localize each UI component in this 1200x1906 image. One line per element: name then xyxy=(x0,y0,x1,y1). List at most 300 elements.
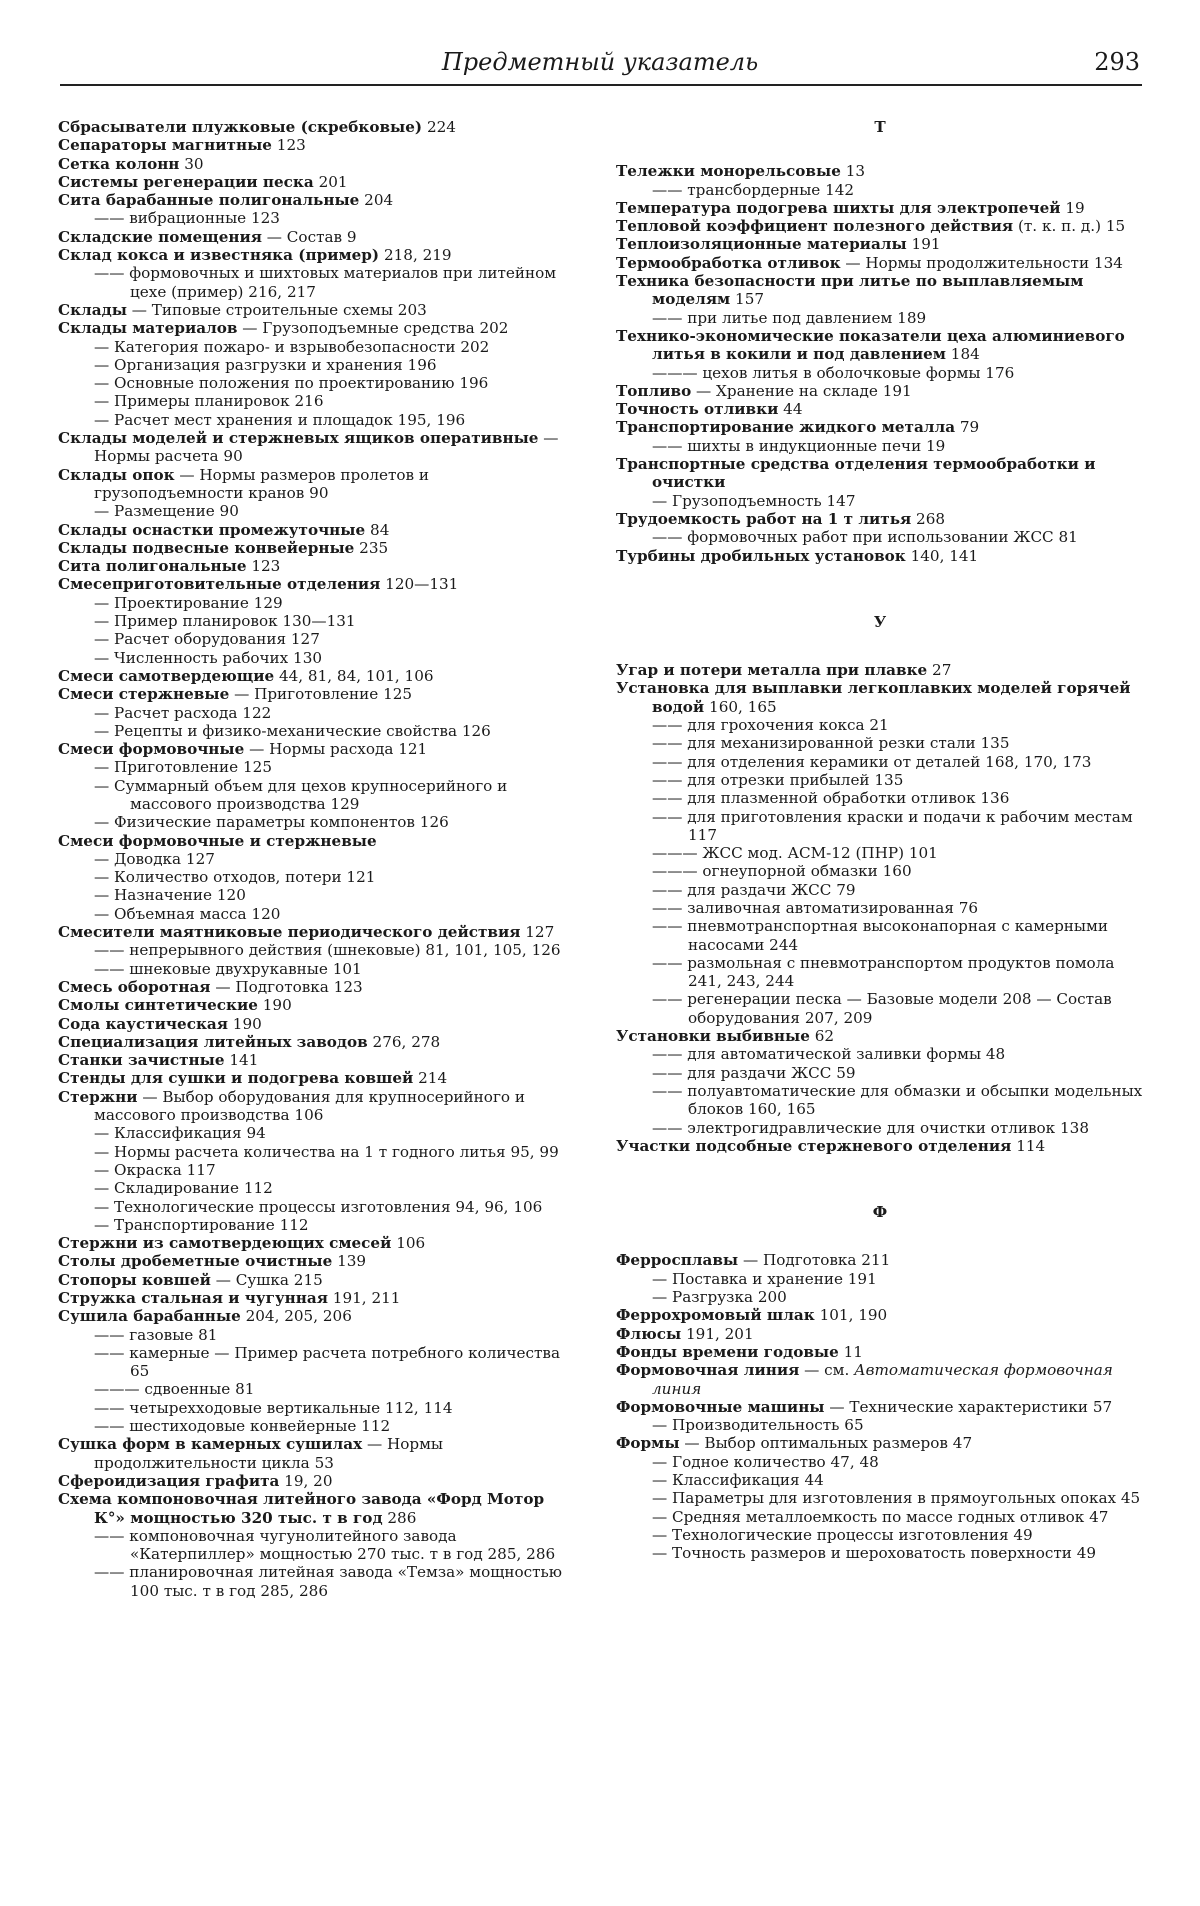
index-entry xyxy=(58,941,578,959)
index-entry xyxy=(58,1399,578,1417)
index-headword: Техника безопасности при литье по выплавляемым моделям xyxy=(616,272,1084,309)
index-entry xyxy=(616,789,1144,807)
index-headword: Смесители маятниковые периодического действия xyxy=(58,923,521,942)
index-locator: —— камерные — Пример расчета потребного количества 65 xyxy=(94,1343,561,1381)
index-locator: — Нормы расхода 121 xyxy=(244,740,428,759)
index-entry xyxy=(58,1033,578,1051)
index-headword: Фонды времени годовые xyxy=(616,1342,839,1361)
index-entry xyxy=(58,1088,578,1125)
index-locator: — Выбор оборудования для крупносерийного и массового производства 106 xyxy=(94,1087,525,1125)
index-locator: ——— сдвоенные 81 xyxy=(94,1380,255,1399)
index-locator: 276, 278 xyxy=(367,1032,441,1051)
index-locator: 184 xyxy=(945,345,980,364)
index-entry xyxy=(58,118,578,136)
index-headword: Участки подсобные стержневого отделения xyxy=(616,1136,1012,1155)
index-locator: — Расчет расхода 122 xyxy=(94,703,272,722)
index-entry xyxy=(616,1137,1144,1155)
index-entry xyxy=(616,492,1144,510)
index-headword: Сушила барабанные xyxy=(58,1307,241,1326)
index-entry xyxy=(58,667,578,685)
index-headword: Склад кокса и известняка (пример) xyxy=(58,246,380,265)
index-entry xyxy=(616,547,1144,565)
index-locator: ——— ЖСС мод. АСМ-12 (ПНР) 101 xyxy=(652,844,938,863)
index-headword: Столы дробеметные очистные xyxy=(58,1252,333,1271)
index-entry xyxy=(616,862,1144,880)
index-entry xyxy=(58,612,578,630)
section-letter: У xyxy=(873,612,887,631)
index-entry xyxy=(58,136,578,154)
index-entry xyxy=(616,1453,1144,1471)
index-locator: — Суммарный объем для цехов крупносерийного и массового производства 129 xyxy=(94,776,508,813)
index-locator: — Средняя металлоемкость по массе годных отливок 47 xyxy=(652,1507,1109,1526)
index-entry xyxy=(616,235,1144,253)
index-entry xyxy=(58,813,578,831)
index-headword: Сита барабанные полигональные xyxy=(58,191,360,210)
index-entry xyxy=(616,199,1144,217)
index-locator: 44 xyxy=(778,400,803,419)
index-entry xyxy=(58,502,578,520)
index-entry xyxy=(58,1326,578,1344)
index-headword: Склады моделей и стержневых ящиков оперативные xyxy=(58,429,539,448)
index-headword: Флюсы xyxy=(616,1324,682,1343)
index-entry xyxy=(58,1161,578,1179)
index-entry xyxy=(616,1306,1144,1324)
section-letter: Т xyxy=(874,118,886,136)
index-locator: —— для автоматической заливки формы 48 xyxy=(652,1045,1006,1064)
index-locator: 101, 190 xyxy=(814,1306,888,1325)
index-locator: (т. к. п. д.) 15 xyxy=(1013,217,1126,236)
index-headword: Ферросплавы xyxy=(616,1251,739,1270)
index-headword: Сита полигональные xyxy=(58,557,247,576)
index-headword: Турбины дробильных установок xyxy=(616,546,906,565)
index-entry xyxy=(58,191,578,209)
index-headword: Смеси формовочные xyxy=(58,740,245,759)
index-locator: —— планировочная литейная завода «Темза» мощностью 100 тыс. т в год 285, 286 xyxy=(94,1563,563,1600)
index-locator: — Нормы продолжительности цикла 53 xyxy=(94,1435,443,1472)
index-entry xyxy=(58,1490,578,1527)
index-entry xyxy=(616,990,1144,1027)
index-headword: Стержни xyxy=(58,1087,138,1106)
index-entry xyxy=(616,661,1144,679)
index-locator: 191, 201 xyxy=(681,1324,754,1343)
index-locator: 120—131 xyxy=(380,575,459,594)
index-headword: Формы xyxy=(616,1434,680,1453)
index-locator: —— компоновочная чугунолитейного завода «Катерпиллер» мощностью 270 тыс. т в год 285, 286 xyxy=(94,1526,556,1564)
index-entry xyxy=(58,850,578,868)
index-headword: Установки выбивные xyxy=(616,1027,810,1046)
index-locator: — Категория пожаро- и взрывобезопасности 202 xyxy=(94,337,490,356)
index-locator: — Производительность 65 xyxy=(652,1416,864,1435)
index-locator: —— шестиходовые конвейерные 112 xyxy=(94,1417,391,1436)
index-entry xyxy=(616,1045,1144,1063)
index-headword: Сфероидизация графита xyxy=(58,1471,280,1490)
index-locator: — Окраска 117 xyxy=(94,1160,216,1179)
index-entry xyxy=(58,1472,578,1490)
index-locator: —— для плазменной обработки отливок 136 xyxy=(652,789,1010,808)
index-locator: — Пример планировок 130—131 xyxy=(94,612,356,631)
index-locator: 19 xyxy=(1060,198,1085,217)
index-headword: Системы регенерации песка xyxy=(58,172,314,191)
index-locator: —— формовочных работ при использовании ЖСС 81 xyxy=(652,528,1078,547)
index-locator: 191, 211 xyxy=(327,1289,401,1307)
index-headword: Сода каустическая xyxy=(58,1014,228,1033)
running-title: Предметный указатель xyxy=(441,48,759,76)
index-entry xyxy=(58,1051,578,1069)
index-locator: —— трансбордерные 142 xyxy=(652,180,855,199)
index-locator: — Расчет мест хранения и площадок 195, 196 xyxy=(94,410,466,429)
index-locator: 123 xyxy=(271,136,306,155)
index-entry xyxy=(616,1361,1144,1398)
index-locator: — Технологические процессы изготовления 94, 96, 106 xyxy=(94,1197,543,1216)
index-entry xyxy=(616,1544,1144,1562)
index-entry xyxy=(58,1344,578,1381)
index-entry xyxy=(58,1252,578,1270)
index-entry xyxy=(58,209,578,227)
index-entry xyxy=(58,1527,578,1564)
index-locator: —— шихты в индукционные печи 19 xyxy=(652,436,946,455)
index-locator: —— полуавтоматические для обмазки и обсыпки модельных блоков 160, 165 xyxy=(652,1081,1143,1119)
index-locator: — Нормы размеров пролетов и грузоподъемности кранов 90 xyxy=(94,465,430,502)
index-entry xyxy=(616,162,1144,180)
index-locator: — Назначение 120 xyxy=(94,886,246,905)
index-entry xyxy=(58,575,578,593)
index-locator: 218, 219 xyxy=(379,246,452,265)
index-headword: Сетка колонн xyxy=(58,154,180,173)
index-entry xyxy=(616,217,1144,235)
index-headword: Схема компоновочная литейного завода «Форд Мотор К°» мощностью 320 тыс. т в год xyxy=(58,1490,545,1527)
index-entry xyxy=(616,1119,1144,1137)
index-headword: Формовочная линия xyxy=(616,1361,800,1380)
index-entry xyxy=(616,679,1144,716)
index-locator: 123 xyxy=(246,557,281,576)
index-entry xyxy=(616,899,1144,917)
index-locator: 157 xyxy=(730,290,765,309)
index-entry xyxy=(616,327,1144,364)
index-headword: Термообработка отливок xyxy=(616,253,841,272)
index-locator: — Рецепты и физико-механические свойства 126 xyxy=(94,721,491,740)
index-entry xyxy=(58,1435,578,1472)
index-entry xyxy=(616,364,1144,382)
index-entry xyxy=(616,1508,1144,1526)
index-locator: 19, 20 xyxy=(279,1471,333,1490)
index-entry xyxy=(58,758,578,776)
index-locator: 204, 205, 206 xyxy=(240,1307,352,1326)
index-locator: — Подготовка 211 xyxy=(738,1251,891,1270)
index-headword: Склады материалов xyxy=(58,319,238,338)
index-locator: 127 xyxy=(520,923,555,942)
index-headword: Формовочные машины xyxy=(616,1397,825,1416)
index-locator: —— пневмотранспортная высоконапорная с камерными насосами 244 xyxy=(652,917,1108,954)
index-locator: —— при литье под давлением 189 xyxy=(652,308,927,327)
index-headword: Угар и потери металла при плавке xyxy=(616,661,928,680)
index-headword: Трудоемкость работ на 1 т литья xyxy=(616,509,912,528)
index-locator: — Организация разгрузки и хранения 196 xyxy=(94,355,437,374)
index-locator: — Нормы расчета количества на 1 т годного литья 95, 99 xyxy=(94,1142,559,1161)
index-locator: —— газовые 81 xyxy=(94,1325,218,1344)
index-entry xyxy=(58,1179,578,1197)
index-entry xyxy=(616,1416,1144,1434)
index-headword: Топливо xyxy=(616,381,692,400)
index-locator: — Грузоподъемные средства 202 xyxy=(237,319,509,338)
index-headword: Сушка форм в камерных сушилах xyxy=(58,1435,363,1454)
index-locator: — Расчет оборудования 127 xyxy=(94,630,320,649)
index-entry xyxy=(616,437,1144,455)
index-locator: —— формовочных и шихтовых материалов при литейном цехе (пример) 216, 217 xyxy=(94,264,557,301)
index-locator: — см. xyxy=(799,1361,855,1380)
index-locator: — Грузоподъемность 147 xyxy=(652,491,856,510)
index-locator: — Размещение 90 xyxy=(94,502,239,521)
index-entry xyxy=(616,1434,1144,1452)
index-headword: Сепараторы магнитные xyxy=(58,136,272,155)
index-entry xyxy=(616,309,1144,327)
index-locator: — Подготовка 123 xyxy=(210,977,363,996)
index-entry xyxy=(58,374,578,392)
index-headword: Сбрасыватели плужковые (скребковые) xyxy=(58,118,423,136)
index-locator: — Нормы расчета 90 xyxy=(94,429,559,466)
index-headword: Складские помещения xyxy=(58,227,262,246)
index-locator: — Технические характеристики 57 xyxy=(824,1397,1113,1416)
index-locator: — Годное количество 47, 48 xyxy=(652,1452,879,1471)
index-entry xyxy=(58,392,578,410)
index-column-left xyxy=(58,118,578,1600)
index-entry xyxy=(616,254,1144,272)
index-entry xyxy=(58,1143,578,1161)
index-locator: —— для раздачи ЖСС 59 xyxy=(652,1063,856,1082)
index-entry xyxy=(616,418,1144,436)
index-headword: Смеси формовочные и стержневые xyxy=(58,831,377,850)
index-locator: — Технологические процессы изготовления 49 xyxy=(652,1525,1033,1544)
index-entry xyxy=(58,594,578,612)
index-headword: Смеси самотвердеющие xyxy=(58,666,275,685)
index-entry xyxy=(616,771,1144,789)
index-locator: — Сушка 215 xyxy=(210,1270,323,1289)
index-headword: Стержни из самотвердеющих смесей xyxy=(58,1234,392,1253)
index-entry xyxy=(616,382,1144,400)
index-headword: Склады оснастки промежуточные xyxy=(58,520,366,539)
index-entry xyxy=(616,510,1144,528)
index-locator: — Хранение на складе 191 xyxy=(691,381,912,400)
index-locator: — Численность рабочих 130 xyxy=(94,648,323,667)
header-rule xyxy=(60,84,1142,86)
index-locator: 141 xyxy=(224,1051,259,1070)
index-entry xyxy=(58,319,578,337)
index-entry xyxy=(616,734,1144,752)
index-headword: Транспортирование жидкого металла xyxy=(616,418,956,437)
index-locator: —— непрерывного действия (шнековые) 81, 101, 105, 126 xyxy=(94,941,561,960)
index-headword: Специализация литейных заводов xyxy=(58,1032,368,1051)
index-entry xyxy=(58,740,578,758)
index-entry xyxy=(58,1124,578,1142)
index-headword: Склады опок xyxy=(58,465,175,484)
index-locator: ——— огнеупорной обмазки 160 xyxy=(652,862,912,881)
index-entry xyxy=(616,1270,1144,1288)
index-locator: —— четырехходовые вертикальные 112, 114 xyxy=(94,1398,453,1417)
index-locator: —— размольная с пневмотранспортом продуктов помола 241, 243, 244 xyxy=(652,953,1115,991)
index-entry xyxy=(58,466,578,503)
index-locator: 13 xyxy=(840,162,866,181)
index-locator: — Основные положения по проектированию 196 xyxy=(94,374,489,393)
index-locator: —— для отделения керамики от деталей 168, 170, 173 xyxy=(652,752,1092,771)
index-locator: 84 xyxy=(365,520,390,539)
index-headword: Точность отливки xyxy=(616,400,779,419)
index-entry xyxy=(616,1027,1144,1045)
index-entry xyxy=(58,301,578,319)
index-locator: —— электрогидравлические для очистки отливок 138 xyxy=(652,1118,1089,1137)
index-entry xyxy=(58,1271,578,1289)
index-entry xyxy=(58,1069,578,1087)
index-locator: — Транспортирование 112 xyxy=(94,1215,309,1234)
index-locator: 268 xyxy=(911,509,946,528)
index-locator: 106 xyxy=(391,1234,426,1253)
index-entry xyxy=(616,753,1144,771)
index-headword: Стенды для сушки и подогрева ковшей xyxy=(58,1069,414,1088)
index-locator: 79 xyxy=(955,418,980,437)
index-locator: 44, 81, 84, 101, 106 xyxy=(274,666,434,685)
index-entry xyxy=(616,808,1144,845)
index-entry xyxy=(58,886,578,904)
index-entry xyxy=(58,905,578,923)
index-locator: —— для механизированной резки стали 135 xyxy=(652,734,1010,753)
index-locator: —— регенерации песка — Базовые модели 208 — Состав оборудования 207, 209 xyxy=(652,990,1112,1027)
index-headword: Установка для выплавки легкоплавких моделей горячей водой xyxy=(616,679,1131,716)
index-locator: 214 xyxy=(413,1069,448,1088)
index-entry xyxy=(616,1251,1144,1269)
index-entry xyxy=(58,960,578,978)
page-header xyxy=(60,40,1140,84)
index-entry xyxy=(58,264,578,301)
index-entry xyxy=(616,1288,1144,1306)
index-headword: Температура подогрева шихты для электропечей xyxy=(616,198,1061,217)
index-entry xyxy=(58,521,578,539)
index-headword: Феррохромовый шлак xyxy=(616,1306,815,1325)
index-headword: Станки зачистные xyxy=(58,1051,225,1070)
index-entry xyxy=(616,1398,1144,1416)
index-headword: Склады подвесные конвейерные xyxy=(58,538,355,557)
index-locator: —— вибрационные 123 xyxy=(94,209,280,228)
index-entry xyxy=(616,844,1144,862)
index-entry xyxy=(58,649,578,667)
index-locator: 286 xyxy=(382,1508,417,1527)
index-locator: — Классификация 44 xyxy=(652,1471,824,1489)
index-locator: 11 xyxy=(838,1342,863,1361)
index-locator: 30 xyxy=(179,154,204,173)
index-locator: — Разгрузка 200 xyxy=(652,1288,787,1307)
index-headword: Технико-экономические показатели цеха алюминиевого литья в кокили и под давлением xyxy=(616,326,1125,364)
index-entry xyxy=(58,923,578,941)
index-entry xyxy=(58,1307,578,1325)
index-headword: Склады xyxy=(58,300,127,319)
index-cross-reference: Автоматическая формовочная линия xyxy=(652,1361,1113,1398)
index-headword: Теплоизоляционные материалы xyxy=(616,235,907,254)
index-locator: —— заливочная автоматизированная 76 xyxy=(652,898,979,917)
index-locator: — Объемная масса 120 xyxy=(94,904,281,923)
index-entry xyxy=(58,996,578,1014)
index-locator: — Количество отходов, потери 121 xyxy=(94,868,376,887)
index-locator: 140, 141 xyxy=(905,546,979,565)
index-locator: 235 xyxy=(354,538,389,557)
index-entry xyxy=(58,722,578,740)
index-locator: 191 xyxy=(906,235,941,254)
index-entry xyxy=(58,704,578,722)
index-entry xyxy=(616,272,1144,309)
index-locator: 114 xyxy=(1011,1136,1046,1155)
index-entry xyxy=(58,338,578,356)
index-entry xyxy=(58,228,578,246)
index-entry xyxy=(58,1015,578,1033)
index-locator: ——— цехов литья в оболочковые формы 176 xyxy=(652,363,1015,382)
index-locator: — Выбор оптимальных размеров 47 xyxy=(679,1434,973,1453)
index-entry xyxy=(616,400,1144,418)
index-locator: —— для раздачи ЖСС 79 xyxy=(652,880,856,899)
index-entry xyxy=(616,455,1144,492)
index-locator: 190 xyxy=(257,996,292,1015)
index-locator: —— для приготовления краски и подачи к рабочим местам 117 xyxy=(652,807,1133,844)
index-headword: Тележки монорельсовые xyxy=(616,162,841,181)
index-entry xyxy=(58,539,578,557)
index-locator: 224 xyxy=(422,118,456,136)
index-locator: — Примеры планировок 216 xyxy=(94,392,324,411)
index-locator: 139 xyxy=(332,1252,367,1271)
index-locator: 62 xyxy=(809,1027,835,1046)
index-locator: —— для отрезки прибылей 135 xyxy=(652,770,904,789)
index-locator: — Проектирование 129 xyxy=(94,593,283,612)
index-locator: 201 xyxy=(313,172,348,191)
index-entry xyxy=(58,630,578,648)
index-entry xyxy=(58,868,578,886)
index-entry xyxy=(58,1198,578,1216)
index-locator: 190 xyxy=(227,1014,262,1033)
index-locator: —— шнековые двухрукавные 101 xyxy=(94,959,362,978)
index-locator: —— для грохочения кокса 21 xyxy=(652,716,889,735)
index-entry xyxy=(616,1325,1144,1343)
index-entry xyxy=(58,411,578,429)
index-entry xyxy=(616,954,1144,991)
index-headword: Смеси стержневые xyxy=(58,685,230,704)
index-entry xyxy=(58,155,578,173)
index-entry xyxy=(58,1289,578,1307)
index-locator: — Складирование 112 xyxy=(94,1179,273,1198)
index-locator: — Классификация 94 xyxy=(94,1124,266,1143)
index-entry xyxy=(58,978,578,996)
index-entry xyxy=(616,1064,1144,1082)
index-locator: 27 xyxy=(927,661,952,680)
index-entry xyxy=(616,181,1144,199)
index-entry xyxy=(58,173,578,191)
index-entry xyxy=(616,1082,1144,1119)
index-locator: — Состав 9 xyxy=(261,227,357,246)
index-entry xyxy=(58,557,578,575)
index-headword: Смесь оборотная xyxy=(58,977,211,996)
index-locator: — Нормы продолжительности 134 xyxy=(840,253,1123,272)
index-locator: — Типовые строительные схемы 203 xyxy=(126,300,427,319)
index-entry xyxy=(58,246,578,264)
index-entry xyxy=(616,528,1144,546)
index-locator: — Доводка 127 xyxy=(94,849,215,868)
index-entry xyxy=(58,429,578,466)
index-entry xyxy=(616,881,1144,899)
index-entry xyxy=(616,1471,1144,1489)
index-entry xyxy=(616,1343,1144,1361)
index-entry xyxy=(58,1563,578,1600)
index-headword: Стопоры ковшей xyxy=(58,1270,211,1289)
index-headword: Транспортные средства отделения термообработки и очистки xyxy=(616,455,1096,492)
index-locator: — Точность размеров и шероховатость поверхности 49 xyxy=(652,1544,1097,1563)
index-locator: — Поставка и хранение 191 xyxy=(652,1269,877,1288)
index-headword: Стружка стальная и чугунная xyxy=(58,1289,328,1307)
index-entry xyxy=(58,1380,578,1398)
index-entry xyxy=(616,716,1144,734)
index-locator: 204 xyxy=(359,191,394,210)
